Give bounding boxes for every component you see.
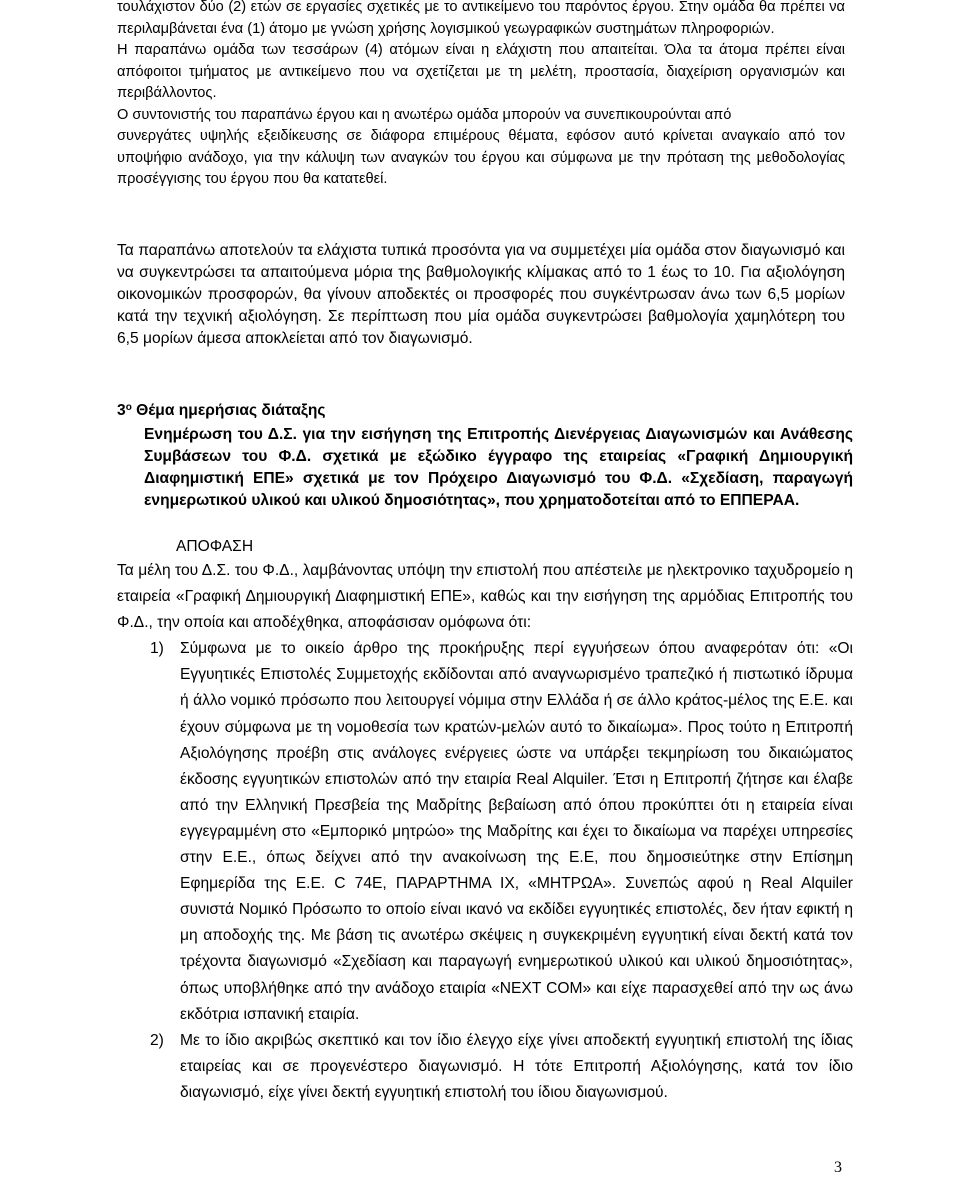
agenda-item bbox=[117, 400, 853, 512]
paragraph-collaborators: συνεργάτες υψηλής εξειδίκευσης σε διάφορα επιμέρους θέματα, εφόσον αυτό κρίνεται αναγκαίο από τον υποψήφιο ανάδοχο, για την κάλυψη των αναγκών του έργου και σύμφωνα με την πρόταση της μεθοδολογίας προσέγγισης του έργου που θα κατατεθεί. bbox=[117, 128, 845, 187]
scoring-section bbox=[117, 240, 845, 350]
agenda-number: $3^o$ bbox=[117, 402, 132, 419]
page-number: 3 bbox=[834, 1159, 842, 1176]
list-marker: 1) bbox=[150, 640, 164, 658]
list-marker: 2) bbox=[150, 1031, 164, 1049]
decision-body bbox=[117, 558, 853, 1106]
requirements-section bbox=[117, 0, 845, 191]
paragraph-minimum-team: Η παραπάνω ομάδα των τεσσάρων (4) ατόμων είναι η ελάχιστη που απαιτείται. Όλα τα άτομα πρέπει είναι απόφοιτοι τμήματος με αντικείμενο που να σχετίζεται με τη μελέτη, προστασία, διαχείριση οργανισμών και περιβάλλοντος. bbox=[117, 42, 845, 101]
decision-item-text: Με το ίδιο ακριβώς σκεπτικό και τον ίδιο έλεγχο είχε γίνει αποδεκτή εγγυητική επιστολή της ίδιας εταιρείας και σε προγενέστερο διαγωνισμό. Η τότε Επιτροπή Αξιολόγησης, κατά τον ίδιο διαγωνισμό, είχε γίνει δεκτή εγγυητική επιστολή του ίδιου διαγωνισμού. bbox=[180, 1031, 853, 1101]
decision-intro: Τα μέλη του Δ.Σ. του Φ.Δ., λαμβάνοντας υπόψη την επιστολή που απέστειλε με ηλεκτρονικο ταχυδρομείο η εταιρεία «Γραφική Δημιουργική Διαφημιστική ΕΠΕ», καθώς και την εισήγηση της αρμόδιας Επιτροπής του Φ.Δ., την οποία και αποδέχθηκα, αποφάσισαν ομόφωνα ότι: bbox=[117, 562, 853, 632]
decision-item bbox=[117, 636, 853, 1027]
decision-heading: ΑΠΟΦΑΣΗ bbox=[176, 538, 254, 555]
decision-item bbox=[117, 1028, 853, 1106]
decision-item-text: Σύμφωνα με το οικείο άρθρο της προκήρυξης περί εγγυήσεων όπου αναφερόταν ότι: «Οι Εγγυητικές Επιστολές Συμμετοχής εκδίδονται από αναγνωρισμένο τραπεζικό ή πιστωτικό ίδρυμα ή άλλο νομικό πρόσωπο που λειτουργεί νόμιμα στην Ελλάδα ή σε άλλο κράτος-μέλος της Ε.Ε. και έχουν σύμφωνα με τη νομοθεσία των κρατών-μελών αυτό το δικαίωμα». Προς τούτο η Επιτροπή Αξιολόγησης προέβη στις ανάλογες ενέργειες ώστε να υπάρξει τεκμηρίωση του δικαιώματος έκδοσης εγγυητικών επιστολών από την εταιρία Real Alquiler. Έτσι η Επιτροπή ζήτησε και έλαβε από την Ελληνική Πρεσβεία της Μαδρίτης βεβαίωση από όπου προκύπτει ότι η εταιρεία είναι εγγεγραμμένη στο «Εμπορικό μητρώο» της Μαδρίτης και έχει το δικαίωμα να παρέχει υπηρεσίες στην Ε.Ε., όπως δείχνει από την ανακοίνωση της Ε.Ε, που δημοσιεύτηκε στην Επίσημη Εφημερίδα της Ε.Ε. C 74Ε, ΠΑΡΑΡΤΗΜΑ ΙΧ, «ΜΗΤΡΩΑ». Συνεπώς αφού η Real Alquiler συνιστά Νομικό Πρόσωπο το οποίο είναι ικανό να εκδίδει εγγυητικές επιστολές, δεν ήταν εφικτή η μη αποδοχής της. Με βάση τις ανωτέρω σκέψεις η συγκεκριμένη εγγυητική είναι δεκτή κατά τον τρέχοντα διαγωνισμό «Σχεδίαση και παραγωγή ενημερωτικού υλικού και υλικού δημοσιότητας», όπως υποβλήθηκε από την ανάδοχο εταιρία «NEXT COM» και είχε παρασχεθεί από την ως άνω εκδότρια ισπανική εταιρία. bbox=[180, 640, 853, 1023]
agenda-title: Θέμα ημερήσιας διάταξης bbox=[136, 402, 326, 419]
agenda-subject: Ενημέρωση του Δ.Σ. για την εισήγηση της Επιτροπής Διενέργειας Διαγωνισμών και Ανάθεσης Συμβάσεων του Φ.Δ. σχετικά με εξώδικο έγγραφο της εταιρείας «Γραφική Δημιουργική Διαφημιστική ΕΠΕ» σχετικά με τον Πρόχειρο Διαγωνισμό του Φ.Δ. «Σχεδίαση, παραγωγή ενημερωτικού υλικού και υλικού δημοσιότητας», που χρηματοδοτείται από το ΕΠΠΕΡΑΑ. bbox=[144, 426, 853, 509]
decision-list bbox=[117, 636, 853, 1106]
agenda-heading bbox=[117, 400, 853, 422]
paragraph-team-experience: τουλάχιστον δύο (2) ετών σε εργασίες σχετικές με το αντικείμενο του παρόντος έργου. Στην ομάδα θα πρέπει να περιλαμβάνεται ένα (1) άτομο με γνώση χρήσης λογισμικού γεωγραφικών συστημάτων πληροφοριών. bbox=[117, 0, 845, 37]
paragraph-scoring: Τα παραπάνω αποτελούν τα ελάχιστα τυπικά προσόντα για να συμμετέχει μία ομάδα στον διαγωνισμό και να συγκεντρώσει τα απαιτούμενα μόρια της βαθμολογικής κλίμακας από το 1 έως το 10. Για αξιολόγηση οικονομικών προσφορών, θα γίνουν αποδεκτές οι προσφορές που συγκέντρωσαν άνω των 6,5 μορίων κατά την τεχνική αξιολόγηση. Σε περίπτωση που μία ομάδα συγκεντρώσει βαθμολογία χαμηλότερη του 6,5 μορίων άμεσα αποκλείεται από τον διαγωνισμό. bbox=[117, 242, 845, 347]
paragraph-coordinator: Ο συντονιστής του παραπάνω έργου και η ανωτέρω ομάδα μπορούν να συνεπικουρούνται από bbox=[117, 106, 732, 123]
